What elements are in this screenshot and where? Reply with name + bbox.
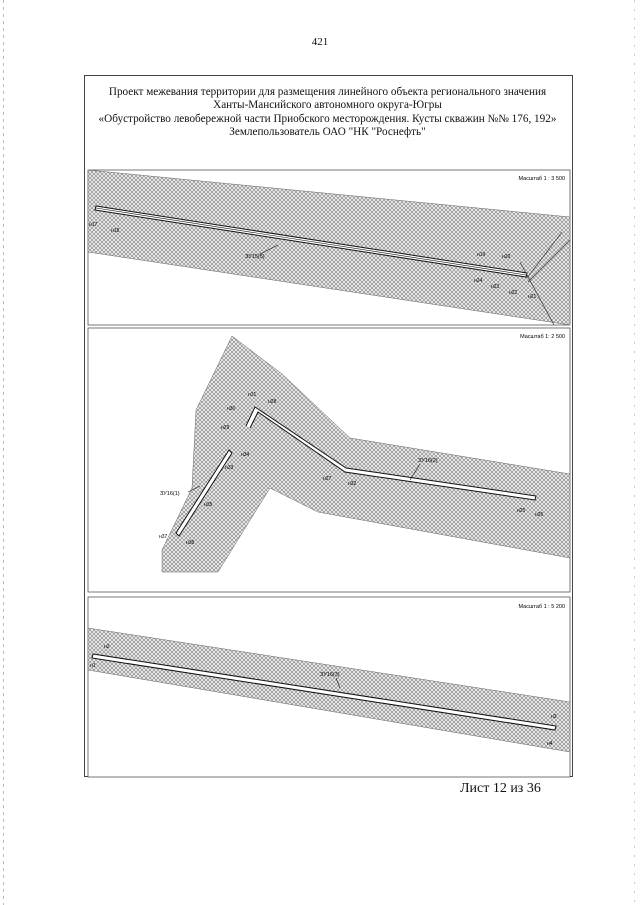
- map-panel-3: [88, 597, 570, 777]
- point-label: н28: [268, 399, 277, 405]
- point-label: н21: [528, 294, 537, 300]
- point-label: н34: [241, 452, 250, 458]
- point-label: н26: [535, 512, 544, 518]
- point-label: н29: [221, 425, 230, 431]
- point-label: н31: [248, 392, 257, 398]
- parcel-label-zu16-3: ЗУ16(3): [320, 672, 340, 678]
- point-label: н4: [547, 741, 553, 747]
- title-line-4: Землепользователь ОАО "НК "Роснефть": [229, 126, 426, 139]
- point-label: н17: [89, 222, 98, 228]
- point-label: н3: [551, 714, 557, 720]
- point-label: н22: [509, 290, 518, 296]
- point-label: н32: [348, 481, 357, 487]
- point-label: н18: [111, 228, 120, 234]
- map-panel-1: [88, 170, 570, 325]
- scale-label-3: Масштаб 1 : 5 200: [518, 604, 565, 610]
- point-label: н2: [104, 644, 110, 650]
- point-label: н27: [323, 476, 332, 482]
- parcel-label-zu16-1: ЗУ16(1): [160, 491, 180, 497]
- map-panel-2: [88, 328, 570, 592]
- point-label: н1: [90, 663, 96, 669]
- page-number: 421: [311, 36, 329, 48]
- point-label: н30: [227, 406, 236, 412]
- point-label: н35: [204, 502, 213, 508]
- point-label: н37: [159, 534, 168, 540]
- sheet-number: Лист 12 из 36: [460, 781, 541, 796]
- point-label: н20: [502, 254, 511, 260]
- title-line-2: Ханты-Мансийского автономного округа-Югры: [213, 99, 442, 112]
- point-label: н36: [186, 540, 195, 546]
- point-label: н25: [517, 508, 526, 514]
- point-label: н19: [477, 252, 486, 258]
- parcel-label-zu16-2: ЗУ16(2): [418, 458, 438, 464]
- title-line-3: «Обустройство левобережной части Приобского месторождения. Кусты скважин №№ 176, 192»: [98, 112, 557, 125]
- scale-label-1: Масштаб 1 : 3 500: [518, 176, 565, 182]
- point-label: н33: [225, 465, 234, 471]
- title-line-1: Проект межевания территории для размещения линейного объекта регионального значения: [108, 86, 547, 98]
- point-label: н23: [491, 284, 500, 290]
- point-label: н24: [474, 278, 483, 284]
- scale-label-2: Масштаб 1: 2 500: [520, 334, 565, 340]
- parcel-label-zu15-5: ЗУ15(5): [245, 254, 265, 260]
